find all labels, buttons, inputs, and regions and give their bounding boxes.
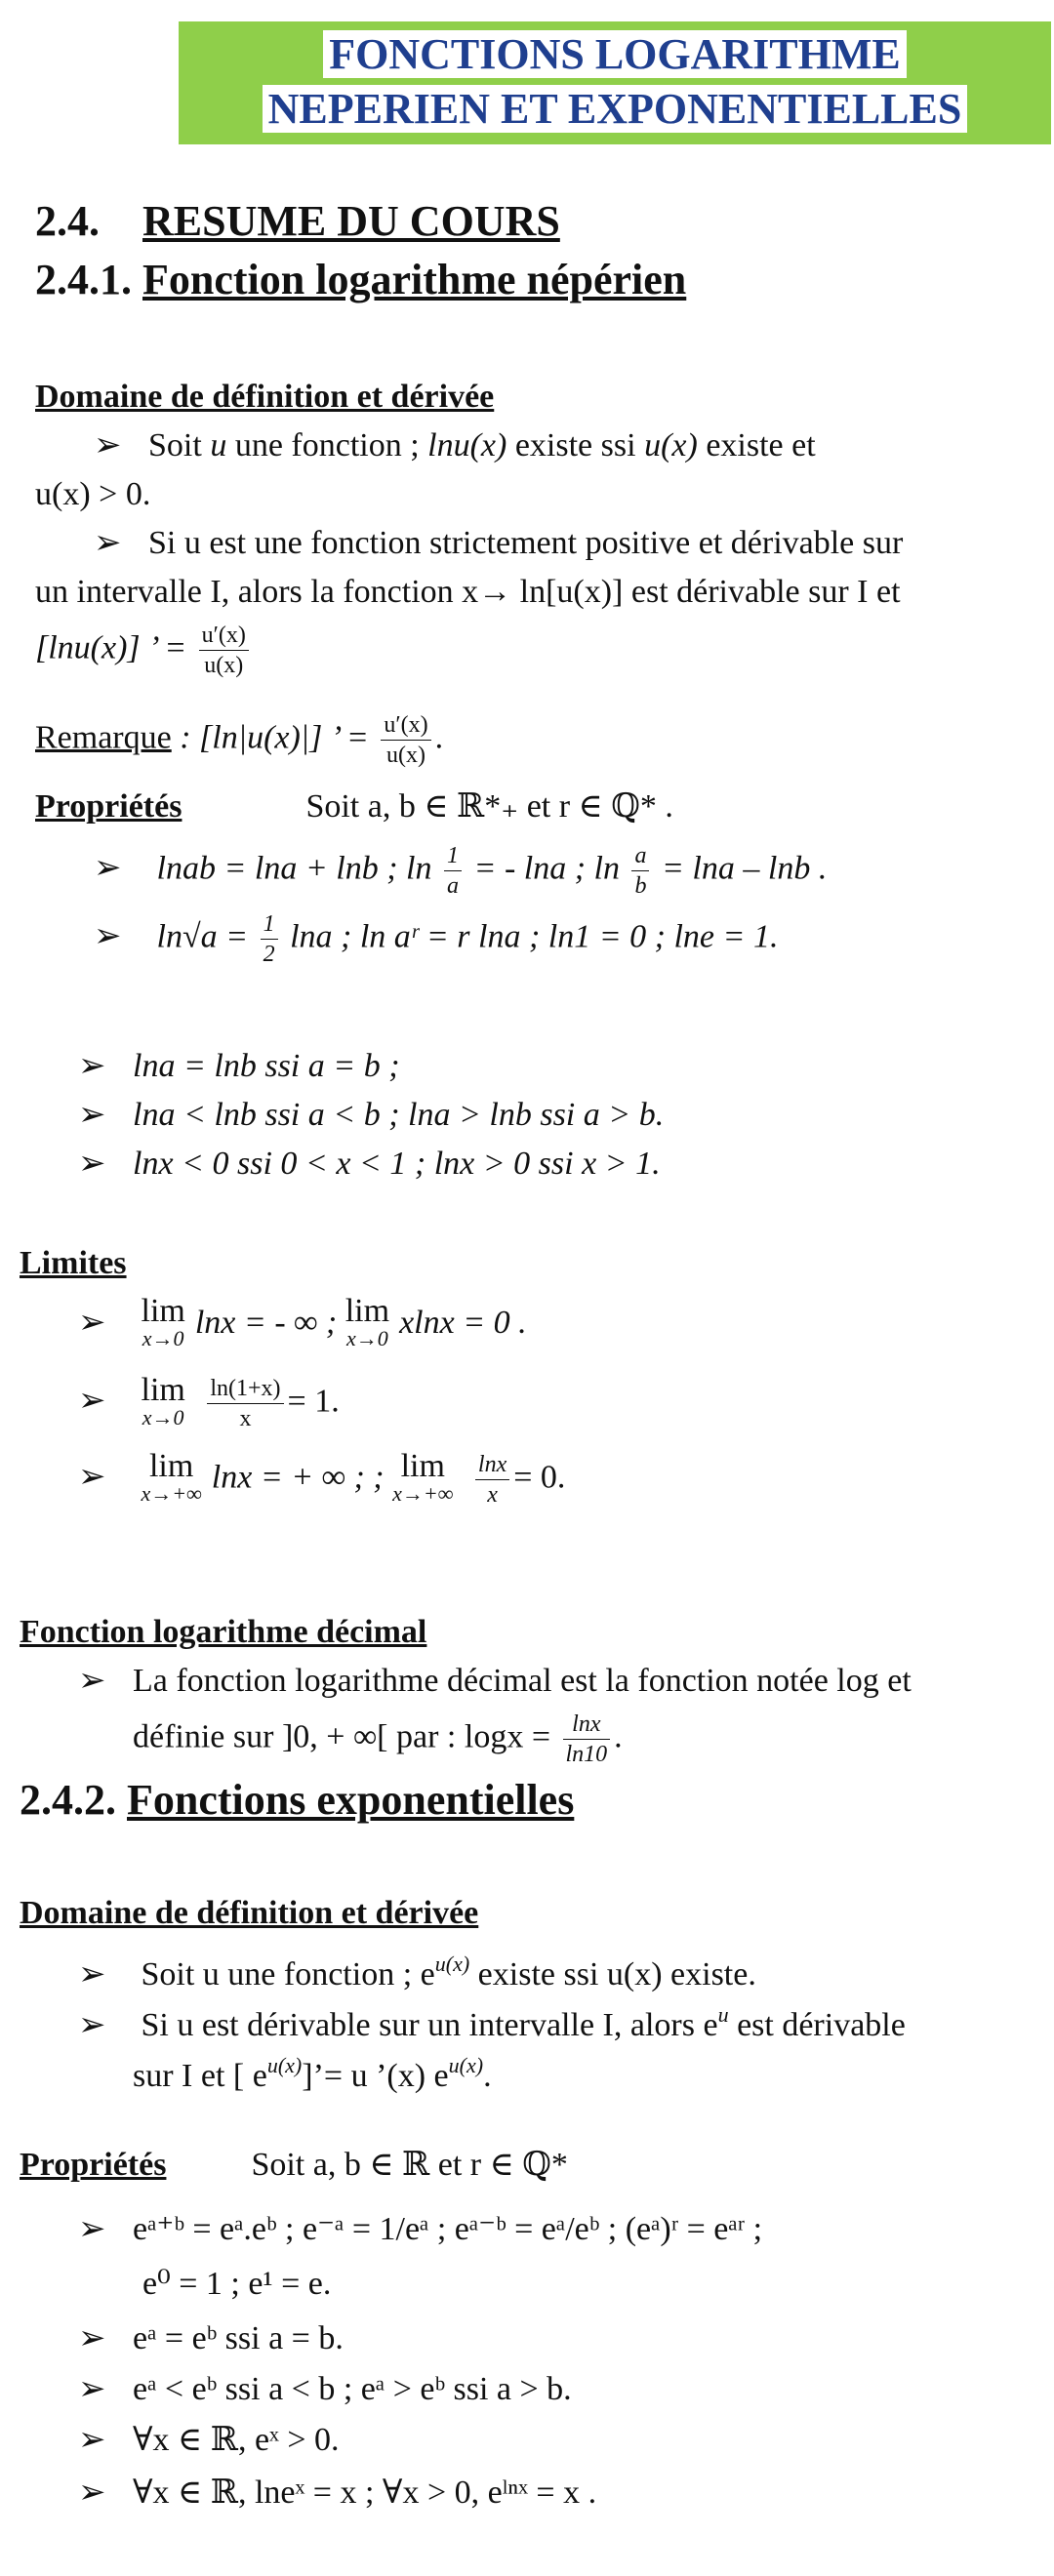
- limit-2: ➢ lim x→0 $\frac{\ln(1+x)}{x}$ = 1.: [78, 1374, 340, 1433]
- log10-heading: Fonction logarithme décimal: [20, 1614, 427, 1650]
- ln-property-3: ➢ lna = lnb ssi a = b ;: [78, 1042, 400, 1091]
- log10-line-2: définie sur ]0, + ∞[ par : logx = $\frac{\ln x}{\ln 10}$ .: [133, 1711, 623, 1767]
- ln-property-4: ➢ lna < lnb ssi a < b ; lna > lnb ssi a > b.: [78, 1091, 664, 1140]
- ln-property-5: ➢ lnx < 0 ssi 0 < x < 1 ; lnx > 0 ssi x > 1.: [78, 1140, 661, 1188]
- banner-title-line1: FONCTIONS LOGARITHME: [179, 31, 1051, 78]
- title-banner: [179, 21, 1051, 144]
- fraction: $\frac{u'(x)}{u(x)}$: [199, 621, 249, 680]
- ln-remark: Remarque : [ln|u(x)|] ’ = $\frac{u'(x)}{u(x)}$ .: [35, 712, 444, 768]
- limit-operator: ➢ lim x→0: [141, 1371, 185, 1429]
- ln-bullet-1: ➢ Soit u une fonction ; lnu(x) existe ssi u(x) existe et: [94, 422, 816, 470]
- ln-bullet-2-line2: un intervalle I, alors la fonction x→ ln[u(x)] est dérivable sur I et: [35, 574, 901, 610]
- section-heading: 2.4. RESUME DU COURS: [35, 197, 560, 245]
- exp-property-1-line2: e⁰ = 1 ; e¹ = e.: [142, 2266, 332, 2302]
- ln-property-2: ➢ ln√a = $\frac{1}{2}$ lna ; ln aʳ = r lna ; ln1 = 0 ; lne = 1.: [94, 909, 778, 969]
- fraction: $\frac{1}{a}$: [444, 841, 462, 901]
- limit-operator: lim x→+∞: [392, 1447, 454, 1506]
- limit-1: ➢ lim x→0 lnx = - ∞ ; lim x→0 xlnx = 0 .: [78, 1298, 527, 1352]
- fraction: $\frac{\ln x}{\ln 10}$: [563, 1710, 611, 1769]
- subsection-heading-ln: 2.4.1. Fonction logarithme népérien: [35, 256, 687, 303]
- limit-operator: lim x→0: [345, 1293, 390, 1350]
- exp-bullet-2-line2: sur I et [ $e^{u(x)}]’= u$ ’(x) $e^{u(x)}$.: [133, 2053, 492, 2094]
- ln-derivative-formula: [lnu(x)] ’ = $\frac{u'(x)}{u(x)}$: [35, 621, 253, 680]
- ln-bullet-1-line2: u(x) > 0.: [35, 476, 151, 512]
- ln-domain-heading: Domaine de définition et dérivée: [35, 379, 495, 415]
- exp-bullet-2: ➢ Si u est dérivable sur un intervalle I, alors $e^u$ est dérivable: [78, 1991, 906, 2050]
- exp-property-3: ➢ eᵃ < eᵇ ssi a < b ; eᵃ > eᵇ ssi a > b.: [78, 2365, 572, 2414]
- exp-domain-heading: Domaine de définition et dérivée: [20, 1895, 479, 1931]
- ln-property-1: ➢ lnab = lna + lnb ; ln $\frac{1}{a}$ = - lna ; ln $\frac{a}{b}$ = lna – lnb .: [94, 841, 827, 901]
- exp-property-4: ➢ ∀x ∈ ℝ, eˣ > 0.: [78, 2416, 340, 2465]
- ln-bullet-2: ➢ Si u est une fonction strictement positive et dérivable sur: [94, 519, 903, 568]
- ln-properties-heading: Propriétés Soit a, b ∈ ℝ*₊ et r ∈ ℚ* .: [35, 788, 673, 825]
- limit-3: ➢ lim x→+∞ lnx = + ∞ ; ; lim x→+∞ $\frac{\ln x}{x}$ = 0.: [78, 1450, 565, 1509]
- banner-title-line2: NEPERIEN ET EXPONENTIELLES: [179, 86, 1051, 133]
- exp-property-1: ➢ eᵃ⁺ᵇ = eᵃ.eᵇ ; e⁻ᵃ = 1/eᵃ ; eᵃ⁻ᵇ = eᵃ/eᵇ ; (eᵃ)ʳ = eᵃʳ ;: [78, 2205, 762, 2254]
- fraction: $\frac{\ln(1+x)}{x}$: [207, 1374, 283, 1433]
- exp-property-2: ➢ eᵃ = eᵇ ssi a = b.: [78, 2314, 344, 2363]
- limits-heading: Limites: [20, 1245, 127, 1281]
- exp-bullet-1: ➢ Soit u une fonction ; $e^{u(x)}$ existe ssi u(x) existe.: [78, 1940, 756, 1999]
- limit-operator: ➢ lim x→0: [141, 1293, 185, 1350]
- fraction: $\frac{\ln x}{x}$: [475, 1450, 509, 1509]
- log10-line-1: ➢ La fonction logarithme décimal est la fonction notée log et: [78, 1657, 912, 1706]
- exp-properties-heading: Propriétés Soit a, b ∈ ℝ et r ∈ ℚ*: [20, 2147, 568, 2183]
- fraction: $\frac{a}{b}$: [631, 841, 649, 901]
- limit-operator: ➢ lim x→+∞: [141, 1447, 202, 1506]
- exp-property-5: ➢ ∀x ∈ ℝ, lneˣ = x ; ∀x > 0, eˡⁿˣ = x .: [78, 2469, 596, 2517]
- fraction: $\frac{1}{2}$: [261, 909, 278, 969]
- fraction: $\frac{u'(x)}{u(x)}$: [381, 710, 430, 770]
- subsection-heading-exp: 2.4.2. Fonctions exponentielles: [20, 1776, 575, 1824]
